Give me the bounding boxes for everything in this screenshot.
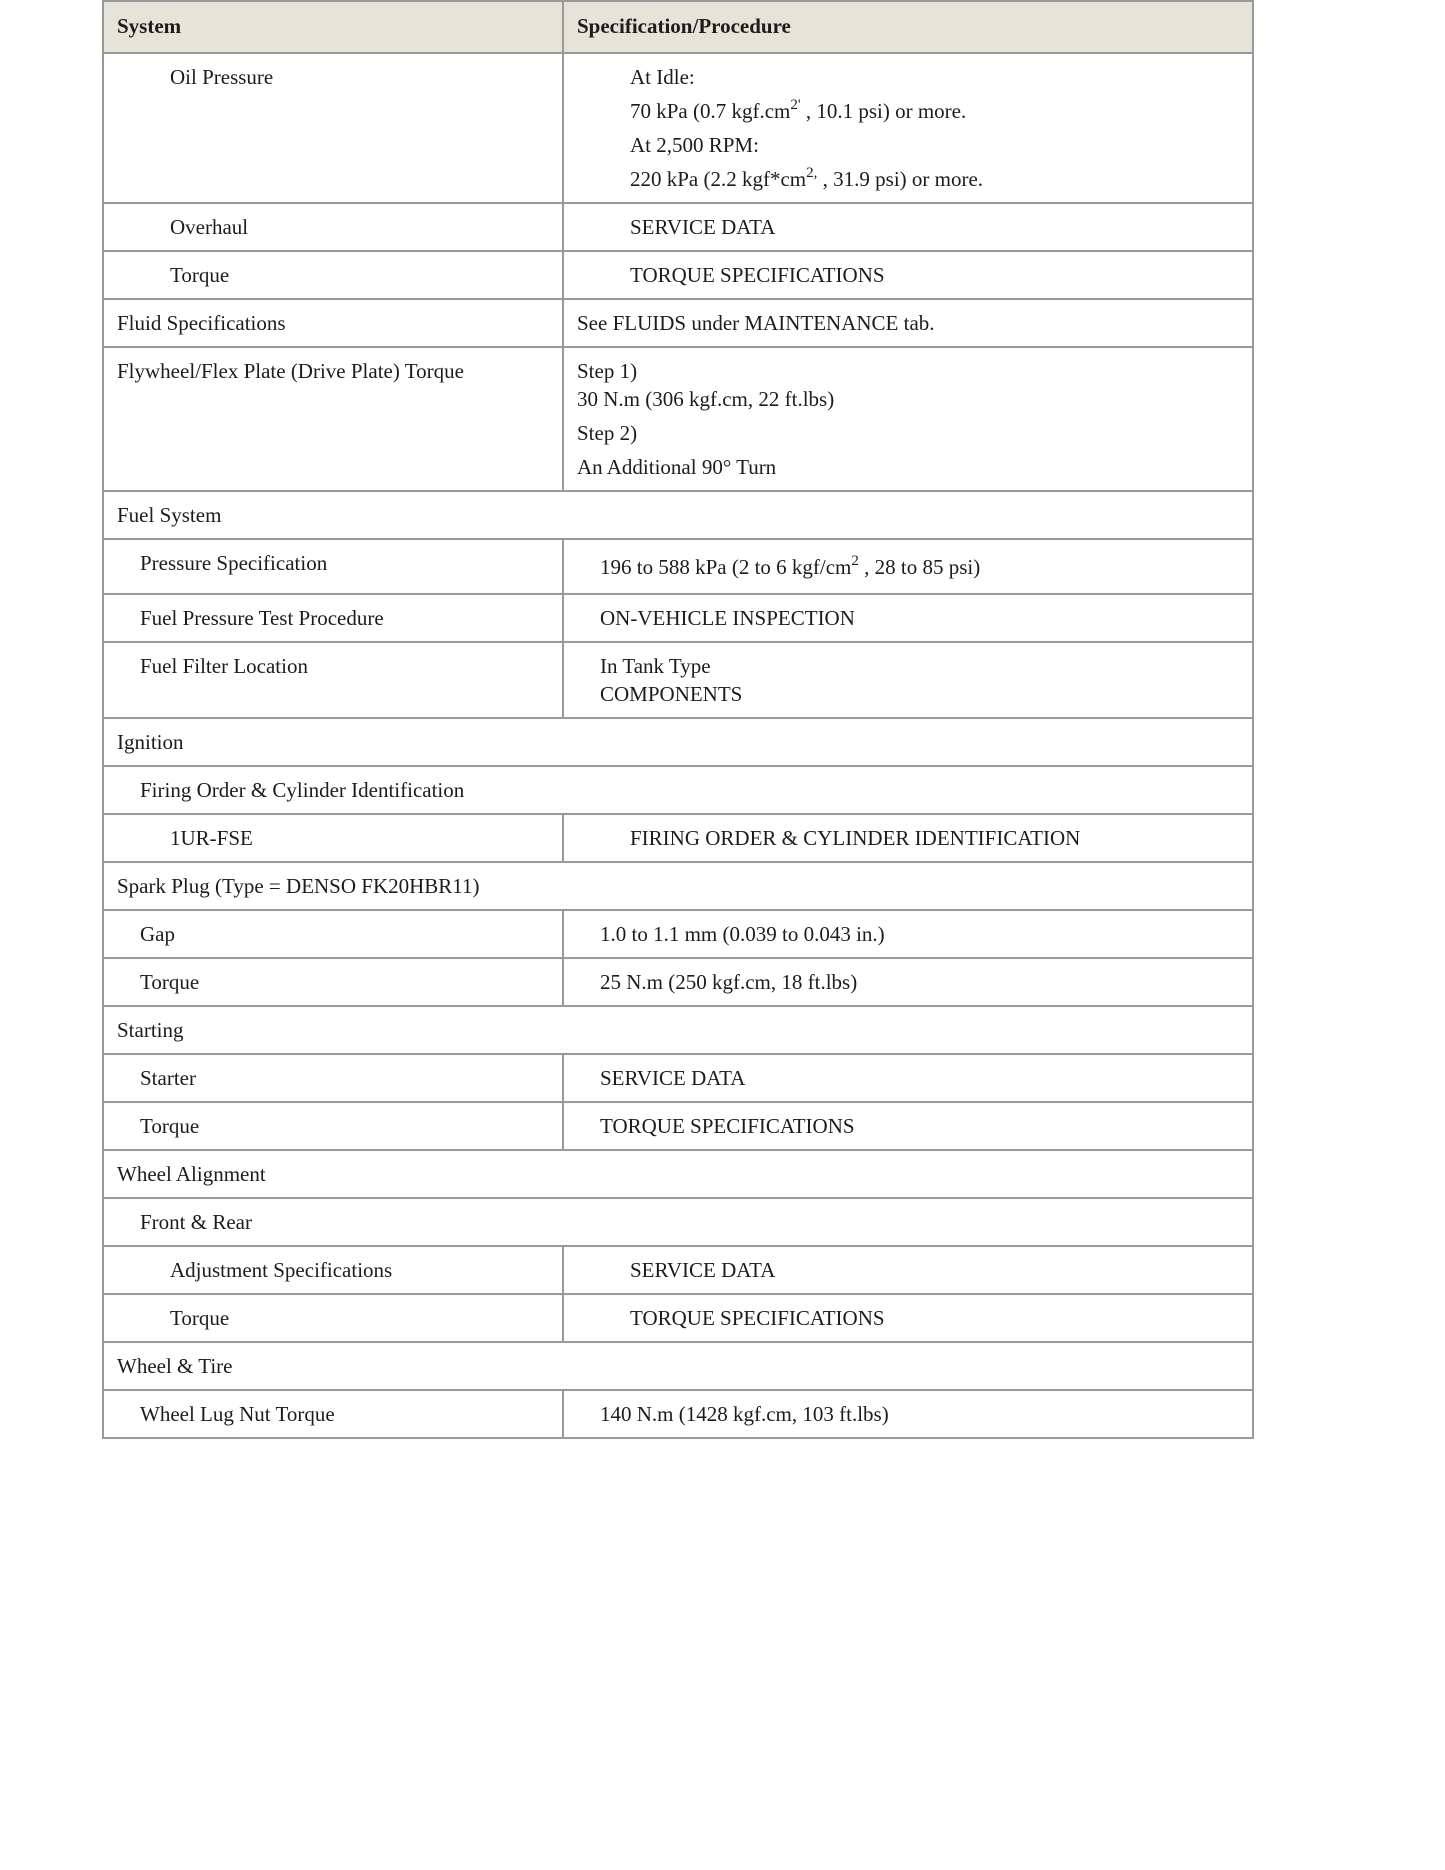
row-label: Flywheel/Flex Plate (Drive Plate) Torque xyxy=(103,347,563,491)
subsection-heading: Firing Order & Cylinder Identification xyxy=(103,766,1253,814)
section-row xyxy=(103,862,1253,910)
table-row xyxy=(103,347,1253,491)
row-value: SERVICE DATA xyxy=(563,203,1253,251)
row-label: Wheel Lug Nut Torque xyxy=(103,1390,563,1438)
row-label: Overhaul xyxy=(103,203,563,251)
rpm-pressure: 220 kPa (2.2 $kgf*cm^{2,}$ , 31.9 psi) or more. xyxy=(630,165,984,191)
table-row xyxy=(103,1390,1253,1438)
step-2-label: Step 2) xyxy=(577,421,638,445)
row-value: TORQUE SPECIFICATIONS xyxy=(563,1102,1253,1150)
table-row xyxy=(103,1294,1253,1342)
table-row xyxy=(103,203,1253,251)
column-header-spec: Specification/Procedure xyxy=(563,1,1253,53)
table-row xyxy=(103,1246,1253,1294)
section-row xyxy=(103,1342,1253,1390)
table-row xyxy=(103,814,1253,862)
section-heading: Starting xyxy=(103,1006,1253,1054)
table-row xyxy=(103,1102,1253,1150)
filter-type: In Tank Type xyxy=(600,654,711,678)
filter-components: COMPONENTS xyxy=(600,682,743,706)
rpm-label: At 2,500 RPM: xyxy=(630,133,759,157)
section-row xyxy=(103,491,1253,539)
table-row xyxy=(103,1054,1253,1102)
table-row xyxy=(103,958,1253,1006)
row-label: Adjustment Specifications xyxy=(103,1246,563,1294)
idle-pressure: 70 kPa (0.7 $kgf.cm^{2'}$ , 10.1 psi) or more. xyxy=(630,97,967,123)
section-heading: Wheel Alignment xyxy=(103,1150,1253,1198)
row-value: See FLUIDS under MAINTENANCE tab. xyxy=(563,299,1253,347)
table-row xyxy=(103,642,1253,718)
idle-label: At Idle: xyxy=(630,65,695,89)
table-row xyxy=(103,594,1253,642)
row-label: Fluid Specifications xyxy=(103,299,563,347)
row-value: FIRING ORDER & CYLINDER IDENTIFICATION xyxy=(563,814,1253,862)
row-label: Torque xyxy=(103,251,563,299)
row-value: 196 to 588 kPa (2 to 6 kgf/$cm^2$ , 28 to 85 psi) xyxy=(563,539,1253,594)
row-value xyxy=(563,347,1253,491)
row-value: ON-VEHICLE INSPECTION xyxy=(563,594,1253,642)
row-value: TORQUE SPECIFICATIONS xyxy=(563,251,1253,299)
section-heading: Wheel & Tire xyxy=(103,1342,1253,1390)
table-row xyxy=(103,299,1253,347)
subsection-heading: Front & Rear xyxy=(103,1198,1253,1246)
row-value xyxy=(563,53,1253,203)
row-label: Starter xyxy=(103,1054,563,1102)
section-row xyxy=(103,1006,1253,1054)
step-2-value: An Additional 90° Turn xyxy=(577,455,777,479)
table-row xyxy=(103,251,1253,299)
step-1-value: 30 N.m (306 kgf.cm, 22 ft.lbs) xyxy=(577,387,835,411)
table-row xyxy=(103,53,1253,203)
row-value: TORQUE SPECIFICATIONS xyxy=(563,1294,1253,1342)
row-label: Fuel Pressure Test Procedure xyxy=(103,594,563,642)
section-heading: Spark Plug (Type = DENSO FK20HBR11) xyxy=(103,862,1253,910)
row-label: Torque xyxy=(103,958,563,1006)
row-value: SERVICE DATA xyxy=(563,1246,1253,1294)
row-label: Oil Pressure xyxy=(103,53,563,203)
row-value: SERVICE DATA xyxy=(563,1054,1253,1102)
section-heading: Ignition xyxy=(103,718,1253,766)
row-value: 1.0 to 1.1 mm (0.039 to 0.043 in.) xyxy=(563,910,1253,958)
row-label: Gap xyxy=(103,910,563,958)
step-1-label: Step 1) xyxy=(577,359,638,383)
table-row xyxy=(103,910,1253,958)
table-header-row xyxy=(103,1,1253,53)
column-header-system: System xyxy=(103,1,563,53)
section-heading: Fuel System xyxy=(103,491,1253,539)
table-row xyxy=(103,539,1253,594)
section-row xyxy=(103,1198,1253,1246)
row-label: Torque xyxy=(103,1294,563,1342)
section-row xyxy=(103,718,1253,766)
section-row xyxy=(103,1150,1253,1198)
row-value: 25 N.m (250 kgf.cm, 18 ft.lbs) xyxy=(563,958,1253,1006)
specification-table xyxy=(102,0,1254,1439)
row-label: Pressure Specification xyxy=(103,539,563,594)
section-row xyxy=(103,766,1253,814)
row-label: 1UR-FSE xyxy=(103,814,563,862)
row-label: Torque xyxy=(103,1102,563,1150)
row-label: Fuel Filter Location xyxy=(103,642,563,718)
row-value: 140 N.m (1428 kgf.cm, 103 ft.lbs) xyxy=(563,1390,1253,1438)
row-value xyxy=(563,642,1253,718)
